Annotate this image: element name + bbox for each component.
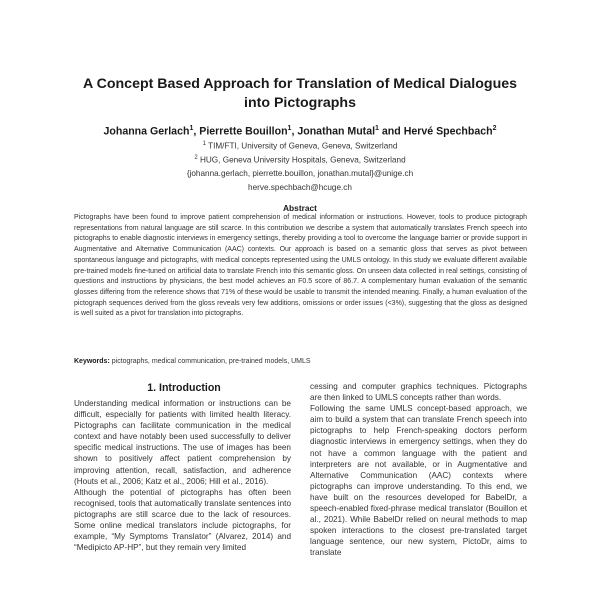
affil-marker: 2 [194,155,198,161]
left-column [74,398,291,600]
right-column [310,381,527,600]
section-heading-introduction: 1. Introduction [147,382,221,394]
affiliation-2 [20,155,580,165]
right-paragraph-2: Following the same UMLS concept-based approach, we aim to build a system that can translate French speech into pictographs to help French-speaking doctors perform diagnostic interviews in emergency settings, when they do not have a common language with the patient and interpreters are not available, or in Augmentative and Alternative Communication (AAC) contexts where pictographs can improve understanding. To this end, we have built on the resources developed for BabelDr, a speech-enabled fixed-phrase medical translator (Bouillon et al., 2021). While BabelDr relied on neural methods to map spoken interactions to the closest pre-translated target language sentence, our new system, PictoDr, aims to translate [310,404,527,558]
abstract-body: Pictographs have been found to improve patient comprehension of medical information or instructions. However, tools to produce pictograph representations from natural language are still scarce. In this contribution we describe a system that automatically translates French speech into pictographs to enable diagnostic interviews in emergency settings, thereby providing a tool to overcome the language barrier or provide support in Augmentative and Alternative Communication (AAC) contexts. Our approach is based on a semantic gloss that serves as pivot between spontaneous language and pictographs, with medical concepts represented using the UMLS ontology. In this study we evaluate different available pre-trained models fine-tuned on artificial data to translate French into this semantic gloss. On unseen data collected in real settings, consisting of questions and instructions by physicians, the best model achieves an F0.5 score of 86.7. A complementary human evaluation of the semantic glosses differing from the reference shows that 71% of these would be usable to transmit the intended meaning. Finally, a human evaluation of the pictograph sequences derived from the gloss reveals very few additions, omissions or order issues (<3%), suggesting that the gloss as designed is well suited as a pivot for translation into pictographs. [74,214,527,318]
author-name: Johanna Gerlach [103,125,190,138]
keywords-label: Keywords: [74,358,110,365]
keywords-line [74,358,527,365]
author-separator: , [193,125,200,138]
abstract-heading: Abstract [283,203,317,213]
author-affil-marker: 1 [375,125,379,132]
title-line-2: into Pictographs [244,95,356,111]
author-name: Pierrette Bouillon [199,125,288,138]
right-paragraph-1: cessing and computer graphics techniques. Pictographs are then linked to UMLS concepts rather than words. [310,382,527,403]
author-separator: and [378,125,404,138]
email-line-2: herve.spechbach@hcuge.ch [248,183,352,192]
author-name: Jonathan Mutal [297,125,376,138]
author-separator: , [291,125,298,138]
keywords-text: pictographs, medical communication, pre-trained models, UMLS [109,358,311,365]
affil-marker: 1 [202,141,206,147]
affiliation-1 [20,141,580,151]
author-affil-marker: 2 [492,125,497,132]
affil-text: TIM/FTI, University of Geneva, Geneva, Switzerland [205,141,398,151]
author-name: Hervé Spechbach [403,125,493,138]
title-line-1: A Concept Based Approach for Translation of Medical Dialogues [82,76,518,92]
affil-text: HUG, Geneva University Hospitals, Geneva, Switzerland [197,155,406,165]
email-line-1: {johanna.gerlach, pierrette.bouillon, jonathan.mutal}@unige.ch [186,169,414,178]
intro-paragraph-2: Although the potential of pictographs has often been recognised, tools that automatically translate sentences into pictographs are still scarce due to the lack of resources. Some online medical translators include pictographs, for example, “My Symptoms Translator” (Alvarez, 2014) and “Medipicto AP-HP”, but they remain very limited [74,487,291,553]
intro-paragraph-1: Understanding medical information or instructions can be difficult, especially for patients with limited health literacy. Pictographs can facilitate communication in the medical context and have notably been used successfully to deliver specific medical instructions. The use of images has been shown to positively affect patient comprehension by improving attention, recall, satisfaction, and adherence (Houts et al., 2006; Katz et al., 2006; Hill et al., 2016). [74,399,291,486]
author-affil-marker: 1 [189,125,194,132]
paper-title [40,75,560,113]
author-list [20,125,580,138]
author-affil-marker: 1 [287,125,292,132]
